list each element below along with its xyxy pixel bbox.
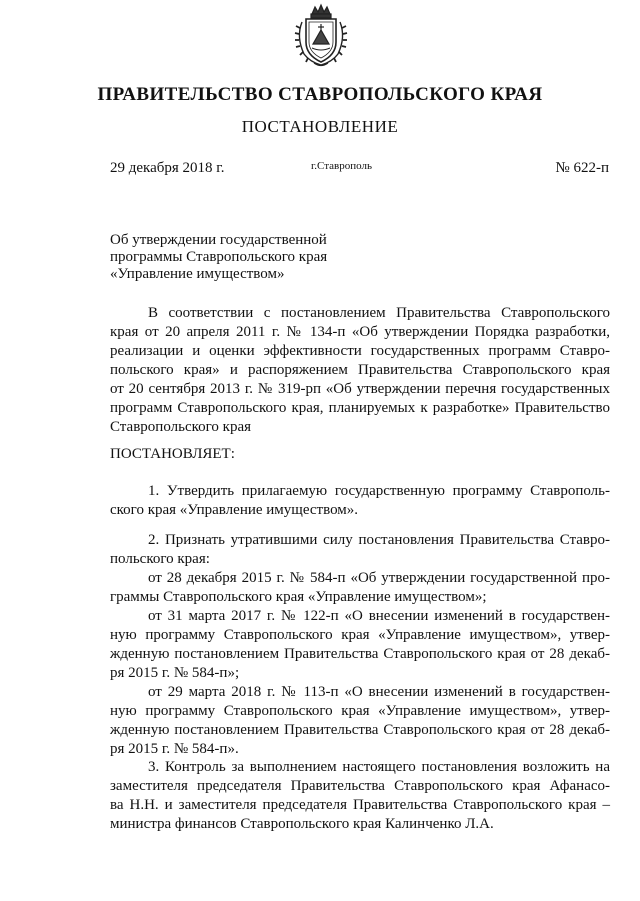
document-number: № 622-п xyxy=(555,160,609,176)
item-2-line: ную программу Ставропольского края «Управление имуществом», утвер- xyxy=(110,627,610,643)
item-2-line: польского края: xyxy=(110,551,210,567)
preamble-line: Ставропольского края xyxy=(110,419,251,435)
stavropol-coat-of-arms-icon xyxy=(290,2,352,68)
document-city: г.Ставрополь xyxy=(311,160,372,172)
preamble-line: края от 20 апреля 2011 г. № 134-п «Об утверждении Порядка разработки, xyxy=(110,324,610,340)
item-3-paragraph xyxy=(110,758,610,834)
item-3-line: министра финансов Ставропольского края Калинченко Л.А. xyxy=(110,816,494,832)
preamble-line: от 20 сентября 2013 г. № 319-рп «Об утверждении перечня государственных xyxy=(110,381,610,397)
decree-word: ПОСТАНОВЛЯЕТ: xyxy=(110,446,235,462)
item-2-line: жденную постановлением Правительства Ставропольского края от 28 декаб- xyxy=(110,722,610,738)
item-1-line: ского края «Управление имуществом». xyxy=(110,502,359,518)
item-2-line: жденную постановлением Правительства Ставропольского края от 28 декаб- xyxy=(110,646,610,662)
item-3-line: заместителя председателя Правительства Ставропольского края Афанасо- xyxy=(110,778,610,794)
subject-line: программы Ставропольского края xyxy=(110,249,328,265)
preamble-line: В соответствии с постановлением Правительства Ставропольского xyxy=(148,305,610,321)
item-2-paragraph xyxy=(110,531,610,759)
item-2-line: 2. Признать утратившими силу постановления Правительства Ставро- xyxy=(148,532,610,548)
document-type: ПОСТАНОВЛЕНИЕ xyxy=(241,117,399,136)
government-title: ПРАВИТЕЛЬСТВО СТАВРОПОЛЬСКОГО КРАЯ xyxy=(97,84,543,105)
preamble-line: польского края» и распоряжением Правительства Ставропольского края xyxy=(110,362,610,378)
preamble-line: реализации и оценки эффективности государственных программ Ставро- xyxy=(110,343,610,359)
item-2-line: от 31 марта 2017 г. № 122-п «О внесении изменений в государствен- xyxy=(148,608,610,624)
item-2-line: ря 2015 г. № 584-п»; xyxy=(110,665,240,681)
item-2-line: от 29 марта 2018 г. № 113-п «О внесении изменений в государствен- xyxy=(148,684,610,700)
preamble-paragraph xyxy=(110,304,610,437)
subject-line: Об утверждении государственной xyxy=(110,232,327,248)
item-2-line: ную программу Ставропольского края «Управление имуществом», утвер- xyxy=(110,703,610,719)
subject-line: «Управление имуществом» xyxy=(110,266,285,282)
item-1-line: 1. Утвердить прилагаемую государственную программу Ставрополь- xyxy=(148,483,610,499)
item-2-line: от 28 декабря 2015 г. № 584-п «Об утверждении государственной про- xyxy=(148,570,610,586)
item-1-paragraph xyxy=(110,482,610,520)
item-2-line: ря 2015 г. № 584-п». xyxy=(110,741,239,757)
document-date: 29 декабря 2018 г. xyxy=(110,160,225,176)
item-3-line: 3. Контроль за выполнением настоящего постановления возложить на xyxy=(148,759,610,775)
item-3-line: ва Н.Н. и заместителя председателя Правительства Ставропольского края – xyxy=(110,797,610,813)
item-2-line: граммы Ставропольского края «Управление имуществом»; xyxy=(110,589,487,605)
document-subject xyxy=(110,232,370,283)
preamble-line: программ Ставропольского края, планируемых к разработке» Правительство xyxy=(110,400,610,416)
